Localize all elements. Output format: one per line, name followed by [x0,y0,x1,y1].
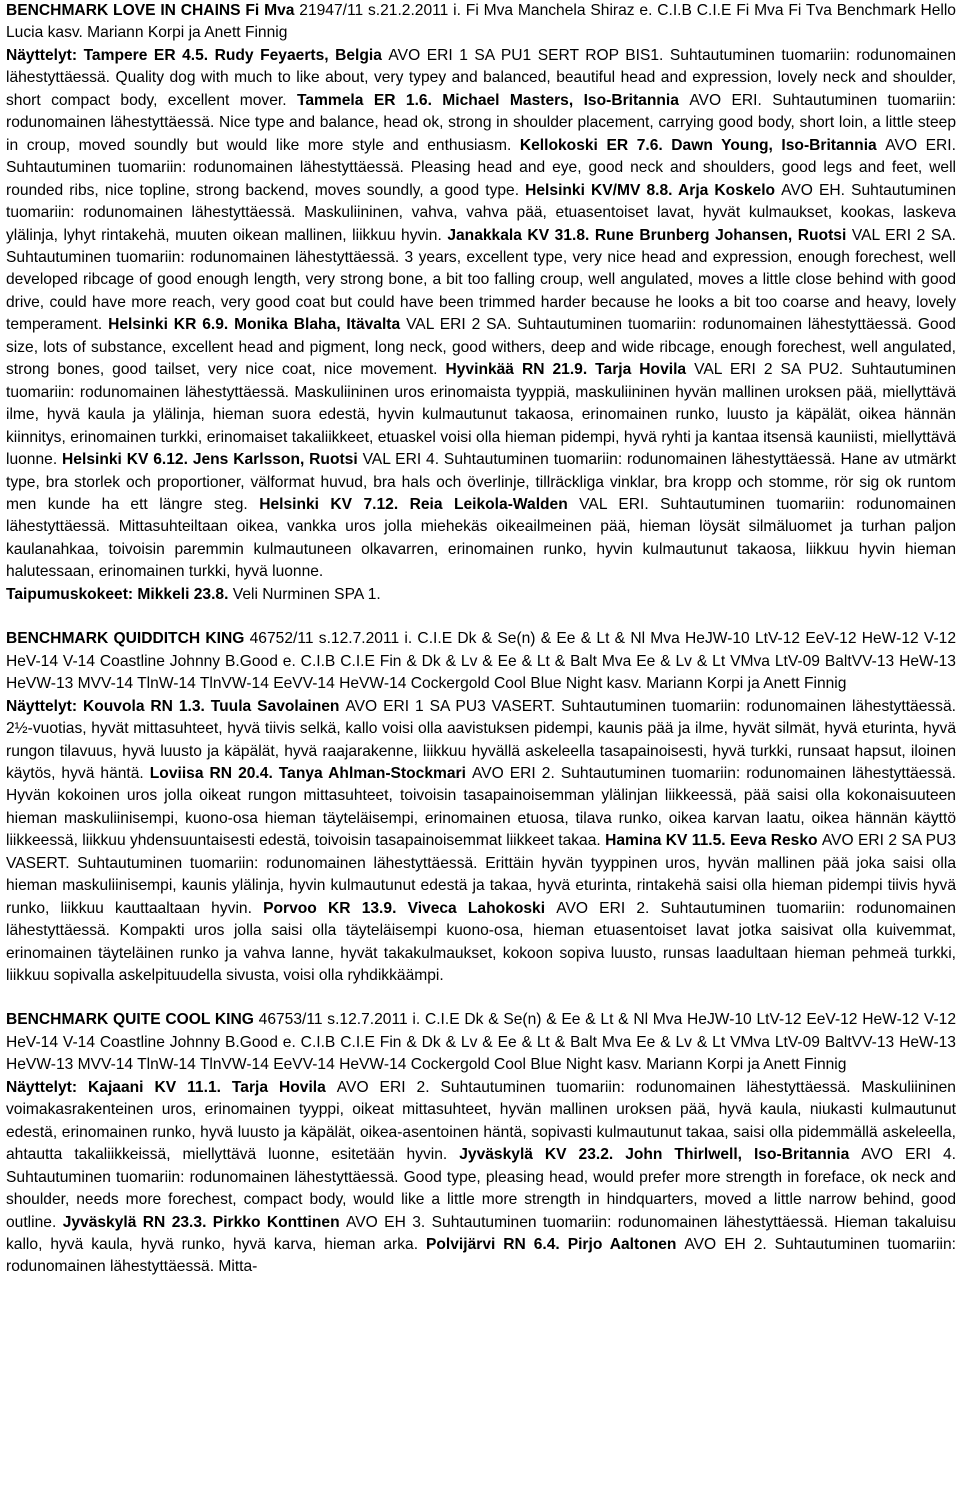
show-judge: Tammela ER 1.6. Michael Masters, Iso-Britannia [296,91,690,109]
entry-heading [6,1009,956,1076]
critique-text: AVO ERI 2. Suhtautuminen tuomariin: rodunomainen lähestyttäessä. Kompakti uros jolla saisi olla täyteläisempi kuono-osa, hieman etuasentoiset lavat jotka saisivat olla kuivemmat, erinomainen täyteläinen runko ja vahva lanne, hyvät takakulmaukset, kokoon sopiva luusto, runsas laadultaan hieman pehmeä turkki, liikkuu sopivalla askelpituudella sivusta, voisi olla ryhdikkäämpi. [6,899,956,985]
show-judge: Loviisa RN 20.4. Tanya Ahlman-Stockmari [149,764,472,782]
critique-text: AVO ERI 2 SA PU3 VASERT. Suhtautuminen tuomariin: rodunomainen lähestyttäessä. Erittäin hyvän tyyppinen uros, hyvän mallinen pää joka saisi olla hieman maskuliinisempi, kaunis ylälinja, hyvin kulmautunut edestä ja takaa, hyvä eturinta, rintakehä saisi olla hieman pidempi tiivis hyvä runko, liikkuu kauttaaltaan hyvin. [6,832,957,917]
show-judge: Näyttelyt: Tampere ER 4.5. Rudy Feyaerts, Belgia [6,46,389,64]
critique-text: VAL ERI. Suhtautuminen tuomariin: rodunomainen lähestyttäessä. Mittasuhteiltaan oikea, vankka uros jolla miehekäs oikeailmeinen pää, hieman löysät silmäluomet ja turhan paljon kaulanahkaa, toivoisin paremmin kulmautuneen olkavarren, erinomainen runko, hyvin kulmautunut takaosa, liikkuu hyvin hieman halutessaan, erinomainen turkki, hyvä luonne. [6,495,956,581]
show-judge: Janakkala KV 31.8. Rune Brunberg Johansen, Ruotsi [447,226,852,244]
dog-name: BENCHMARK LOVE IN CHAINS Fi Mva [6,2,300,19]
show-judge: Kellokoski ER 7.6. Dawn Young, Iso-Britannia [519,136,886,154]
show-judge: Helsinki KV 6.12. Jens Karlsson, Ruotsi [62,451,363,469]
dog-name: BENCHMARK QUIDDITCH KING [6,630,250,648]
critique-text: AVO ERI. Suhtautuminen tuomariin: rodunomainen lähestyttäessä. Pleasing head and eye, good neck and shoulders, good legs and feet, well rounded ribs, nice topline, strong backend, moves soundly, a good type. [6,136,956,199]
show-judge: Helsinki KV/MV 8.8. Arja Koskelo [525,181,782,199]
trial-text: Veli Nurminen SPA 1. [232,585,381,603]
dog-entry [6,628,956,987]
show-judge: Hyvinkää RN 21.9. Tarja Hovila [445,361,695,379]
critique-text: AVO ERI 2. Suhtautuminen tuomariin: rodunomainen lähestyttäessä. Maskuliininen voimakasrakenteinen uros, erinomainen tyyppi, oikeat mittasuhteet, hyvän mallinen uroksen pää, hyvä kaula, niukasti kulmautunut edestä, erinomainen runko, hyvä luusto ja käpälät, oikea-asentoinen häntä, sopivasti kulmautunut takaa, saisi olla pidemmällä askeleella, ahtautta takaliikkeissä, miellyttävä luonne, esitetään hyvin. [6,1078,956,1164]
entry-heading [6,0,956,45]
critique-text: VAL ERI 2 SA. Suhtautuminen tuomariin: rodunomainen lähestyttäessä. 3 years, excellent type, very nice head and expression, enough forechest, well developed ribcage of good enough length, very strong bone, a bit too falling croup, well angulated, moves a little close behind with good drive, could have more reach, very good coat but could have been trimmed harder because he looks a bit too coarse and heavy, lovely temperament. [6,226,956,334]
critique-text: VAL ERI 2 SA PU2. Suhtautuminen tuomariin: rodunomainen lähestyttäessä. Maskuliininen uros erinomaista tyyppiä, maskuliininen hyvän mallinen uroksen pää, miellyttävä ilme, hyvä kaula ja ylälinja, hieman suora edestä, hyvin kulmautunut takaosa, erinomainen runko, luusto ja käpälät, oikea hännän kiinnitys, erinomainen turkki, erinomaiset takaliikkeet, etuaskel voisi olla hieman pidempi, hyvä ryhti ja kantaa itsensä kauniisti, miellyttävä luonne. [6,361,956,469]
show-judge: Näyttelyt: Kajaani KV 11.1. Tarja Hovila [6,1078,337,1096]
trial-label: Taipumuskokeet: Mikkeli 23.8. [6,585,233,603]
dog-entry [6,0,956,606]
critique-text: AVO EH. Suhtautuminen tuomariin: rodunomainen lähestyttäessä. Maskuliininen, vahva, vahva pää, etuasentoiset lavat, hyvät kulmaukset, kookas, laskeva ylälinja, lyhyt rintakehä, muuten oikean mallinen, liikkuu hyvin. [6,181,956,244]
pedigree-text: 21947/11 s.21.2.2011 i. Fi Mva Manchela Shiraz e. C.I.B C.I.E Fi Mva Fi Tva Benchmark Hello Lucia kasv. Mariann Korpi ja Anett Finnig [6,2,956,42]
show-results [6,45,956,584]
critique-text: AVO ERI 1 SA PU3 VASERT. Suhtautuminen tuomariin: rodunomainen lähestyttäessä. 2½-vuotias, hyvät mittasuhteet, hyvä tiivis selkä, kallo voisi olla aavistuksen pidempi, kaunis pää ja ilme, hyvät silmät, hyvä eturinta, hyvä rungon tilavuus, hyvä luusto ja käpälät, hyvä raajarakenne, liikkuu hyvällä askeleella tasapainoisesti, hyvä turkki, runsaat hapsut, iloinen käytös, hyvä häntä. [6,697,956,782]
pedigree-text: 46752/11 s.12.7.2011 i. C.I.E Dk & Se(n) & Ee & Lt & Nl Mva HeJW-10 LtV-12 EeV-12 HeW-12 V-12 HeV-14 V-14 Coastline Johnny B.Good e. C.I.B C.I.E Fin & Dk & Lv & Ee & Lt & Balt Mva Ee & Lv & Lt VMva LtV-09 BaltVV-13 HeW-13 HeVW-13 MVV-14 TlnW-14 TlnVW-14 EeVV-14 HeVW-14 Cockergold Cool Blue Night kasv. Mariann Korpi ja Anett Finnig [6,630,957,693]
critique-text: VAL ERI 4. Suhtautuminen tuomariin: rodunomainen lähestyttäessä. Hane av utmärkt type, bra storlek och proportioner, välformat huvud, bra hals och överlinje, tillräckliga vinklar, bra kropp och stomme, rör sig ok runtom men kunde ha ett längre steg. [6,451,956,513]
critique-text: AVO ERI 2. Suhtautuminen tuomariin: rodunomainen lähestyttäessä. Hyvän kokoinen uros jolla oikeat rungon mittasuhteet, toivoisin tasapainoisemman ylälinjan liikkeessä, pää saisi olla kokonaisuuteen hieman maskuliinisempi, kuono-osa hieman täyteläisempi, erinomainen etuosa, tilava runko, oikea karvan laatu, oikea hännän käyttö liikkeessä, liikkuu yhdensuuntaisesti edestä, toivoisin tasapainoisemmat liikkeet takaa. [6,764,956,850]
show-judge: Polvijärvi RN 6.4. Pirjo Aaltonen [425,1236,685,1254]
show-results [6,1077,956,1279]
show-judge: Helsinki KR 6.9. Monika Blaha, Itävalta [108,316,407,334]
show-judge: Jyväskylä RN 23.3. Pirkko Konttinen [62,1213,347,1231]
critique-text: AVO ERI 1 SA PU1 SERT ROP BIS1. Suhtautuminen tuomariin: rodunomainen lähestyttäessä. Quality dog with much to like about, very typey and balanced, beautiful head and expression, lovely neck and shoulder, short compact body, excellent mover. [6,46,956,109]
show-judge: Hamina KV 11.5. Eeva Resko [605,832,822,850]
dog-name: BENCHMARK QUITE COOL KING [6,1011,259,1029]
dog-entry [6,1009,956,1278]
pedigree-text: 46753/11 s.12.7.2011 i. C.I.E Dk & Se(n) & Ee & Lt & Nl Mva HeJW-10 LtV-12 EeV-12 HeW-12 V-12 HeV-14 V-14 Coastline Johnny B.Good e. C.I.B C.I.E Fin & Dk & Lv & Ee & Lt & Balt Mva Ee & Lv & Lt VMva LtV-09 BaltVV-13 HeW-13 HeVW-13 MVV-14 TlnW-14 TlnVW-14 EeVV-14 HeVW-14 Cockergold Cool Blue Night kasv. Mariann Korpi ja Anett Finnig [6,1011,956,1074]
trial-results [6,584,956,606]
show-results [6,696,956,988]
critique-text: AVO EH 3. Suhtautuminen tuomariin: rodunomainen lähestyttäessä. Hieman takaluisu kallo, hyvä kaula, hyvä runko, hyvä karva, hieman arka. [6,1213,956,1254]
entry-heading [6,628,956,695]
show-judge: Näyttelyt: Kouvola RN 1.3. Tuula Savolainen [6,697,346,715]
critique-text: AVO EH 2. Suhtautuminen tuomariin: rodunomainen lähestyttäessä. Mitta- [6,1236,956,1276]
show-judge: Helsinki KV 7.12. Reia Leikola-Walden [259,495,580,513]
critique-text: VAL ERI 2 SA. Suhtautuminen tuomariin: rodunomainen lähestyttäessä. Good size, lots of substance, excellent head and pigment, long neck, good withers, deep and wide ribcage, enough forechest, well angulated, strong bones, good tailset, very nice coat, nice movement. [6,316,956,379]
show-judge: Porvoo KR 13.9. Viveca Lahokoski [263,899,557,917]
critique-text: AVO ERI 4. Suhtautuminen tuomariin: rodunomainen lähestyttäessä. Good type, pleasing head, would prefer more strength in foreface, ok neck and shoulder, needs more forechest, compact body, would like a little more strength in hindquarters, moved a little narrow behind, good outline. [6,1146,956,1231]
show-judge: Jyväskylä KV 23.2. John Thirlwell, Iso-Britannia [459,1146,862,1164]
critique-text: AVO ERI. Suhtautuminen tuomariin: rodunomainen lähestyttäessä. Nice type and balance, head ok, strong in shoulder placement, carrying good body, short loin, a little steep in croup, moved soundly but would like more style and enthusiasm. [6,91,956,154]
